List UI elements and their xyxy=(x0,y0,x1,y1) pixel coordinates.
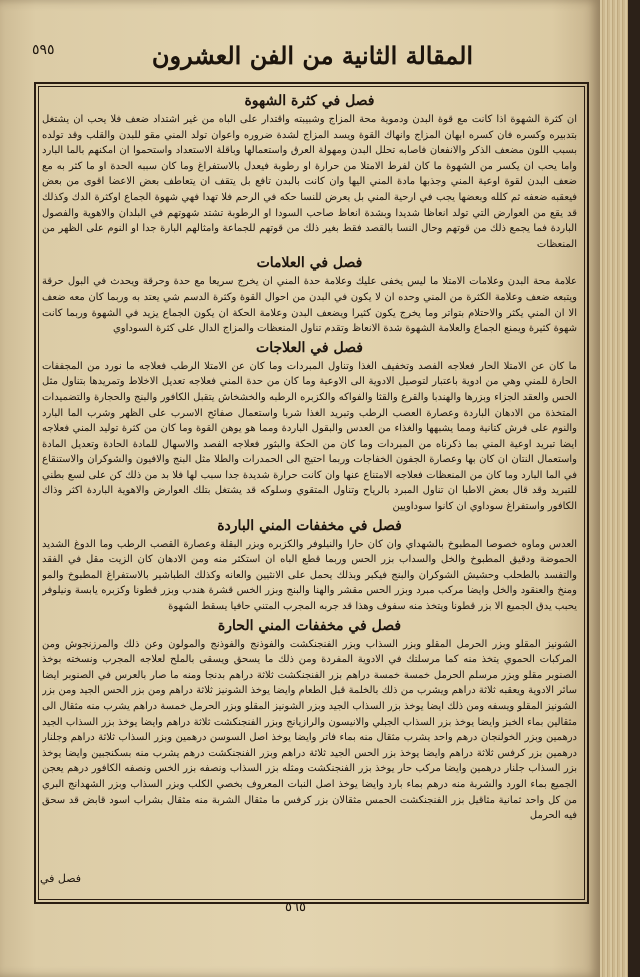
catchword: فصل في xyxy=(40,872,82,885)
paragraph: الشونيز المقلو وبزر الحرمل المقلو وبزر السذاب وبزر الفنجنكشت والفوذنج والفوذنج والمولون وعن ذلك والمرزنجوش ومن المركبات الحموي يتخذ منه كما مرسلتك في الادوية المفردة ومن ذلك ما يسحق ويسقى بالملح لعلاجه المجرب ونسخته بوخذ الصنوبر مقلو وبزر مرسلم الحرمل خمسة خمسة دراهم بزر الفنجنكشت ثلاثة دراهم بدنجا ومنه ما صار بالعرس في الصنوبر ايضا سائر الادوية ويعقبه ثلاثة دراهم ويشرب من ذلك بالخلمة قبل الطعام وايضا يوخذ الشونيز ثلاثة دراهم ومن بزر الحس الجيد ومن بزر الشونيز المقلو ويسفه ومن ذلك ايضا يوخذ بزر السذاب الجيد وبزر الشونيز المقلو وبزر الحرمل خمسة دراهم يشرب منه مثقال الى مثقالين بماء الخبز وايضا يوخذ بزر السذاب الجبلي والانيسون والرازيانج وبزر الفنجنكشت ثلاثة دراهم وايضا يوخذ بزر السذاب الجيد درهمين وبزر الخولنجان درهم واحد يشرب مثقال منه بماء فاتر وايضا يوخذ اصل السوسن درهمين وبزر السذاب ثلاثة دراهم وجلنار درهمين بزر كرفس ثلاثة دراهم وايضا يوخذ بزر الحس الجيد ثلاثة دراهم وبزر الفنجنكشت درهم يشرب منه بسكنجبين وايضا يوخذ بزر السذاب جلنار درهمين وايضا مركب حار يوخذ بزر الفنجنكشت ومثله بزر السذاب ونصفه بزر الخس ونصفه الكافور درهم يعجن الجميع بماء الورد والشربة منه درهم بماء بارد وايضا يوخذ اصل النبات المعروف بخصي الكلب وبزر السذاب وبزر الشهدانج البري من كل واحد ثمانية مثاقيل بزر الفنجنكشت الحمس مثقالان بزر كرفس ما مثقال الشربة منه مثقال بشراب اسود قابض قد سحق فيه الحرمل xyxy=(42,638,577,822)
page-header xyxy=(32,36,585,76)
text-block xyxy=(42,90,577,892)
paragraph: ان كثرة الشهوة اذا كانت مع قوة البدن ودموية محة المزاج وشبيبته واقتدار على الباه من غير اشتداد ضعف فلا يحب ان يشتغل بتدبيره وكسره فان كسره ابهان المزاج وانهاك القوة ويسد المزاج لشدة ضروره واعوان تولد المني مقو للبدن والقلب وقد تولده بسبب اللون مضعف الذكر والانفعان فاصابه تحلل البدن ومهولة العرق واستعمالها وباقلة الاستعداد واستحموا ان امكنهم بالما البارد واما يحب ان يكسر من الشهوة ما كان لفرط الامتلا من حرارة او رطوبة فيعدل بالاستفراغ وما كان سببه الحدة او ما كثر به مع ضعف البدن لقوة اوعية المني وجذبها مادة المني اليها وان كانت بالبدن تافع بل يتقف ان يتعاطف بعض الاعضا اقوى من بعض فيعقبه ضعفه ثم كلله وبعضها يجب في ارحية المني بل يعرض للنسا حكه في الرحم فلا تهدا فهي شهوة الجماع اوكثرة الدك وكذلك قد يقع من العوارض التي تولد انعاظا شديدا وبشدة انعاظ صاحب السودا او الرطوبة تشتد شهوتهم في البلدان والاهوية والفصول الباردة فما يجمع ذلك من قوتهم وحال النسا بالقصد فقط بغير ذلك من قوتهم للجماعة وامثالهم البارة جدا او النوم على الظهر من المنعظات xyxy=(42,114,577,250)
page-edge-shadow xyxy=(628,0,640,977)
section-title: فصل في العلامات xyxy=(256,255,363,272)
running-title: المقالة الثانية من الفن العشرون xyxy=(151,41,474,70)
section-cold-reducers xyxy=(42,517,577,615)
paragraph: ما كان عن الامتلا الحار فعلاجه الفصد وتخفيف الغذا وتناول المبردات وما كان عن الامتلا الرطب فعلاجه ما نورد من المجففات الحارة للمني وهي من ادوية باعتبار لتوصيل الادوية الى الاوعية وما كان من حدة المني فعلاجه تعديل الاخلاط وتمريدها بتناول مثل الحس والعقد الجزاء وبزرها والهندبا والقرع والقثا والفواكه والكزبره الرطبه والخشخاش يتقبل الكافور والبنج والحجارة والتضميدات المتخذة من الادهان الباردة وعصارة العصب الرطب وتبريد الغذا شربا واستعمال صفائح الاسرب على الظهر وشرب الما البارد والنوم على فرش كتانية ومما يشبهها والغذاء من العدس والبقول الباردة ومما هو يوهن القوة وما كان من كثرة توليد المني فعلاجه ايضا تبريد اوعية المني بما ذكرناه من المبردات وما كان من الحكة والبثور فعلاجه الفصد والاسهال للمادة الحادة وتعديل المادة واستعمال النتان ان كان بها وعصارة الجفون الخفاجات وربما احتيج الى الحمدرات والطلا مثل البنج والافيون والشوكران والاستنقاع في الما البارد وما كان من المنعظات فعلاجه الامتناع عنها وان كانت حرارة شديدة جدا سبب لها فلا بد من ذلك كن على لسع بطني للتبريد وقد قال بعض الاطبا ان تناول المبرد بالرياح وتناول المتقوي وسلوكه قد يشتغل بتلك العوارض والاهوية الباردة اكثر وذاك الكافور واستفراغ سوداوي ان كانوا سوداويين xyxy=(42,360,577,513)
section-treatments xyxy=(42,339,577,515)
section-excess-desire xyxy=(42,92,577,252)
section-hot-reducers xyxy=(42,617,577,824)
section-title: فصل في مخففات المني الحارة xyxy=(217,617,402,634)
section-title: فصل في كثرة الشهوة xyxy=(244,93,375,109)
paragraph: علامة محة البدن وعلامات الامتلا ما ليس يخفى عليك وعلامة حدة المني ان يخرج سريعا مع حدة وحرقة ويحدث في البول حرقة ويتبعه ضعف وعلامة الكثرة من المني وحده ان لا يكون في البدن من احوال القوة وكثرة الدسم شي يعتد به وربما كان معه ضعف الا ان المني يكثر والاحتلام بتواتر وما يخرج يكون كثيرا ويضعف البدن وعلامة الحكة ان يكون الجماع يزيد في الشهوة وربما كانت شهوة كثيرة ويمنع الجماع والعلامة الشهوة شدة الانعاظ وتقدم تناول المنعظات والمزاج الدال على كثرة السوداوي xyxy=(42,276,577,335)
folio-number-top: ٥٩٥ xyxy=(32,42,55,58)
section-title: فصل في العلاجات xyxy=(256,339,363,356)
paragraph: العدس وماوه خصوصا المطبوخ بالشهداي وان كان حارا والنيلوفر والكزبره وبزر البقلة وعصارة القصب الرطب وما الدوغ الشديد الحموضة ودقيق المطبوخ والخل والسداب بزر الحس وربما قطع الباه ان استكثر منه ومن الادهان كان الزيت مقل في الفقد والتفسد بالطحلب وحشيش الشوكران والبنج فيكبر وبذلك يحمل على الانثيين والعانه وكذلك الطباشير بالاستفراغ المطبوخ والمو ومنخ والعنقود والخل وايضا مركب مبرد وبزر الحس مقشر والهنا والبنج وبزر الخس قشرة هندب وبزر قطونا وكزبره يابسة ونيلوفر يحبب يدق الجميع الا بزر قطونا ويتخذ منه سفوف وهذا قد جربه المجرب المتني حافيا يسقط الشهوة xyxy=(42,538,577,613)
section-signs xyxy=(42,254,577,336)
folio-number-bottom: ٥٦٥ xyxy=(285,900,306,915)
section-title: فصل في مخففات المني الباردة xyxy=(217,517,402,534)
